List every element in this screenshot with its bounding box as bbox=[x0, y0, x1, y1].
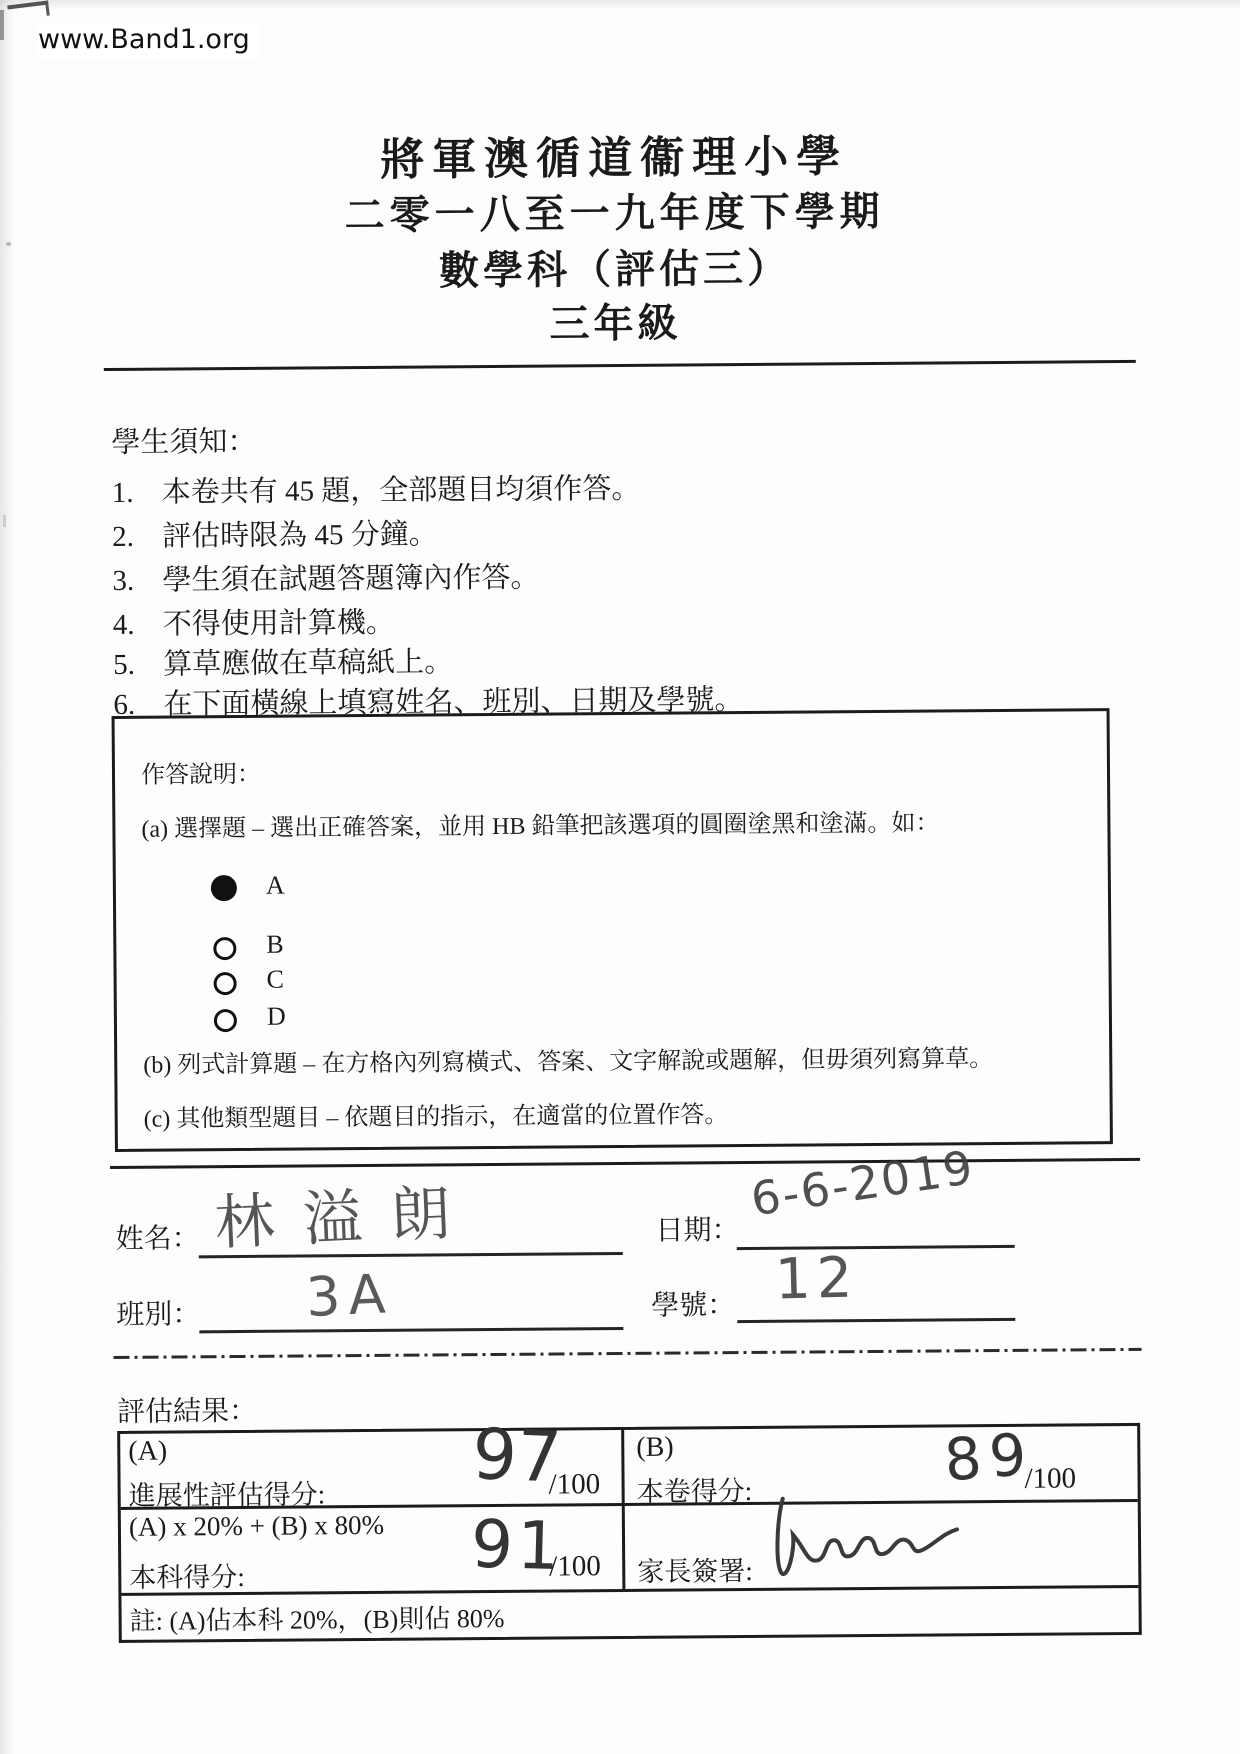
progressive-score-cell bbox=[120, 1412, 625, 1511]
notice-item-text: 評估時限為 45 分鐘。 bbox=[162, 518, 438, 553]
class-underline bbox=[199, 1327, 623, 1333]
total-label: 本科得分: bbox=[129, 1561, 245, 1593]
results-heading: 評估結果： bbox=[116, 1395, 258, 1428]
results-note: 註: (A)佔本科 20%，(B)則佔 80% bbox=[129, 1603, 505, 1636]
class-label: 班別： bbox=[116, 1299, 201, 1331]
watermark: www.Band1.org bbox=[36, 22, 260, 59]
option-letter: D bbox=[266, 1001, 286, 1031]
notice-item-text: 不得使用計算機。 bbox=[162, 606, 395, 641]
cell-a-label: 進展性評估得分: bbox=[128, 1479, 326, 1511]
notice-item-text: 在下面橫線上填寫姓名、班別、日期及學號。 bbox=[163, 684, 744, 721]
notice-item-number: 2. bbox=[112, 520, 135, 553]
cell-b-code: (B) bbox=[636, 1431, 674, 1463]
cell-a-handwritten-score: 97 bbox=[470, 1412, 564, 1499]
class-handwritten-value: 3A bbox=[304, 1262, 395, 1329]
cell-b-denominator: /100 bbox=[1024, 1462, 1077, 1495]
option-letter: C bbox=[266, 964, 285, 994]
notice-item-number: 6. bbox=[113, 688, 136, 721]
notice-item-5 bbox=[113, 639, 453, 683]
total-formula: (A) x 20% + (B) x 80% bbox=[128, 1509, 385, 1542]
total-handwritten-score: 91 bbox=[470, 1505, 565, 1586]
results-note-cell bbox=[121, 1588, 1138, 1640]
student-number-label: 學號： bbox=[651, 1290, 736, 1322]
subject-line: 數學科（評估三） bbox=[438, 245, 792, 294]
cell-a-code: (A) bbox=[128, 1435, 168, 1467]
instruction-item-c: (c) 其他類型題目 – 依題目的指示，在適當的位置作答。 bbox=[143, 1102, 729, 1133]
option-bubble-icon bbox=[213, 937, 236, 960]
title-divider-line bbox=[104, 360, 1136, 371]
instruction-item-a: (a) 選擇題 – 選出正確答案，並用 HB 鉛筆把該選項的圓圈塗黑和塗滿。如： bbox=[141, 810, 940, 843]
signature-label: 家長簽署: bbox=[637, 1555, 753, 1587]
total-denominator: /100 bbox=[549, 1550, 601, 1583]
notice-item-text: 學生須在試題答題簿內作答。 bbox=[162, 561, 540, 597]
school-year: 二零一八至一九年度下學期 bbox=[344, 188, 885, 239]
name-label: 姓名： bbox=[115, 1223, 200, 1255]
section-divider-line bbox=[110, 1158, 1140, 1169]
date-label: 日期： bbox=[655, 1215, 740, 1247]
instruction-item-b: (b) 列式計算題 – 在方格內列寫橫式、答案、文字解說或題解，但毋須列寫算草。 bbox=[143, 1046, 994, 1079]
option-bubble-icon bbox=[214, 972, 237, 995]
notice-item-number: 4. bbox=[112, 608, 135, 641]
notice-item-number: 5. bbox=[113, 648, 136, 681]
parent-signature bbox=[765, 1489, 976, 1591]
notice-item-2 bbox=[112, 511, 438, 555]
notice-item-text: 本卷共有 45 題，全部題目均須作答。 bbox=[161, 472, 641, 509]
cut-line bbox=[114, 1348, 1142, 1359]
option-letter: B bbox=[266, 929, 284, 959]
date-handwritten-value: 6-6-2019 bbox=[747, 1139, 978, 1227]
notice-heading: 學生須知： bbox=[111, 425, 257, 459]
option-letter: A bbox=[265, 870, 285, 900]
notice-item-1 bbox=[112, 466, 641, 511]
notice-item-number: 1. bbox=[111, 476, 134, 509]
subject-total-cell bbox=[121, 1506, 626, 1596]
parent-signature-cell bbox=[625, 1502, 1139, 1592]
notice-item-3 bbox=[112, 555, 539, 599]
notice-item-text: 算草應做在草稿紙上。 bbox=[163, 646, 454, 681]
answer-instructions-box bbox=[112, 708, 1113, 1152]
student-number-handwritten-value: 12 bbox=[774, 1245, 860, 1313]
option-bubble-icon bbox=[214, 1009, 237, 1032]
cell-b-label: 本卷得分: bbox=[636, 1475, 753, 1507]
grade-line: 三年級 bbox=[549, 300, 682, 347]
school-name: 將軍澳循道衞理小學 bbox=[379, 132, 849, 185]
cell-a-denominator: /100 bbox=[548, 1468, 601, 1501]
instructions-heading: 作答說明： bbox=[140, 761, 262, 789]
notice-item-number: 3. bbox=[112, 564, 135, 597]
results-table bbox=[117, 1412, 1142, 1643]
notice-item-4 bbox=[113, 600, 395, 643]
cell-b-handwritten-score: 89 bbox=[941, 1419, 1037, 1495]
student-number-underline bbox=[737, 1318, 1015, 1323]
option-bubble-filled-icon bbox=[211, 875, 237, 901]
name-handwritten-value: 林溢朗 bbox=[213, 1177, 481, 1259]
